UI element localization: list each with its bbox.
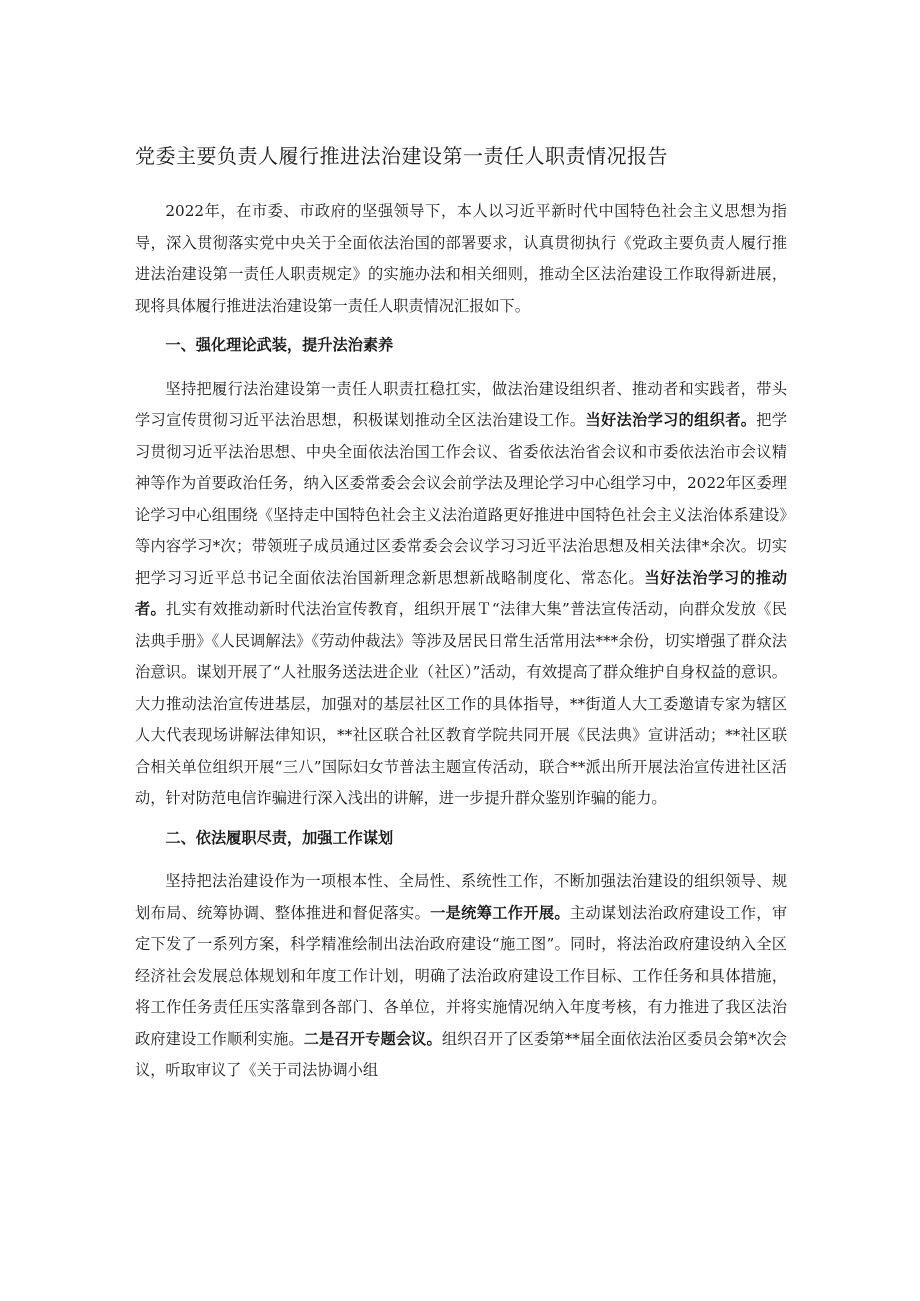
section-2-text-c: 组织召开了区委第**届全面依法治区委员会第*次会议，听取审议了《关于司法协调小组 — [135, 1029, 788, 1079]
document-page — [135, 140, 787, 1093]
section-1-paragraph — [135, 374, 787, 815]
section-1-text-a: 坚持把履行法治建设第一责任人职责扛稳扛实，做法治建设组织者、推动者和实践者，带头学习宣传贯彻习近平法治思想，积极谋划推动全区法治建设工作。 — [135, 379, 787, 429]
section-2-bold-1: 一是统筹工作开展。 — [430, 903, 570, 922]
section-1-heading: 一、强化理论武装，提升法治素养 — [165, 336, 394, 354]
section-2-text-a: 坚持把法治建设作为一项根本性、全局性、系统性工作，不断加强法治建设的组织领导、规划布局、统筹协调、整体推进和督促落实。 — [135, 872, 787, 922]
section-1-bold-1: 当好法治学习的组织者。 — [585, 411, 757, 429]
section-2-heading: 二、依法履职尽责，加强工作谋划 — [165, 828, 394, 847]
document-title: 党委主要负责人履行推进法治建设第一责任人职责情况报告 — [135, 144, 668, 168]
section-2-text-b: 主动谋划法治政府建设工作，审定下发了一系列方案，科学精准绘制出法治政府建设“施工图”。同时，将法治政府建设纳入全区经济社会发展总体规划和年度工作计划，明确了法治政府建设工作目标、工作任务和具体措施，将工作任务责任压实落靠到各部门、各单位，并将实施情况纳入年度考核，有力推进了我区法治政府建设工作顺利实施。 — [135, 903, 788, 1048]
section-1-text-c: 扎实有效推动新时代法治宣传教育，组织开展Ｔ“法律大集”普法宣传活动，向群众发放《民法典手册》《人民调解法》《劳动仲裁法》等涉及居民日常生活常用法***余份，切实增强了群众法治意识。谋划开展了“人社服务送法进企业（社区）”活动，有效提高了群众维护自身权益的意识。大力推动法治宣传进基层，加强对的基层社区工作的具体指导，**街道人大工委邀请专家为辖区人大代表现场讲解法律知识，**社区联合社区教育学院共同开展《民法典》宣讲活动；**社区联合相关单位组织开展“三八”国际妇女节普法主题宣传活动，联合**派出所开展法治宣传进社区活动，针对防范电信诈骗进行深入浅出的讲解，进一步提升群众鉴别诈骗的能力。 — [135, 600, 787, 807]
section-1-bold-2: 当好法治学习的推动者。 — [135, 568, 788, 618]
section-2-paragraph — [135, 866, 787, 1087]
section-1-text-b: 把学习贯彻习近平法治思想、中央全面依法治国工作会议、省委依法治省会议和市委依法治市会议精神等作为首要政治任务，纳入区委常委会会议会前学法及理论学习中心组学习中，2022年区委理论学习中心组围绕《坚持走中国特色社会主义法治道路更好推进中国特色社会主义法治体系建设》等内容学习*次；带领班子成员通过区委常委会会议学习习近平法治思想及相关法律*余次。切实把学习习近平总书记全面依法治国新理念新思想新战略制度化、常态化。 — [135, 411, 788, 587]
intro-paragraph: 2022年，在市委、市政府的坚强领导下，本人以习近平新时代中国特色社会主义思想为指导，深入贯彻落实党中央关于全面依法治国的部署要求，认真贯彻执行《党政主要负责人履行推进法治建设第一责任人职责规定》的实施办法和相关细则，推动全区法治建设工作取得新进展，现将具体履行推进法治建设第一责任人职责情况汇报如下。 — [135, 202, 787, 315]
section-2-bold-2: 二是召开专题会议。 — [303, 1029, 442, 1048]
